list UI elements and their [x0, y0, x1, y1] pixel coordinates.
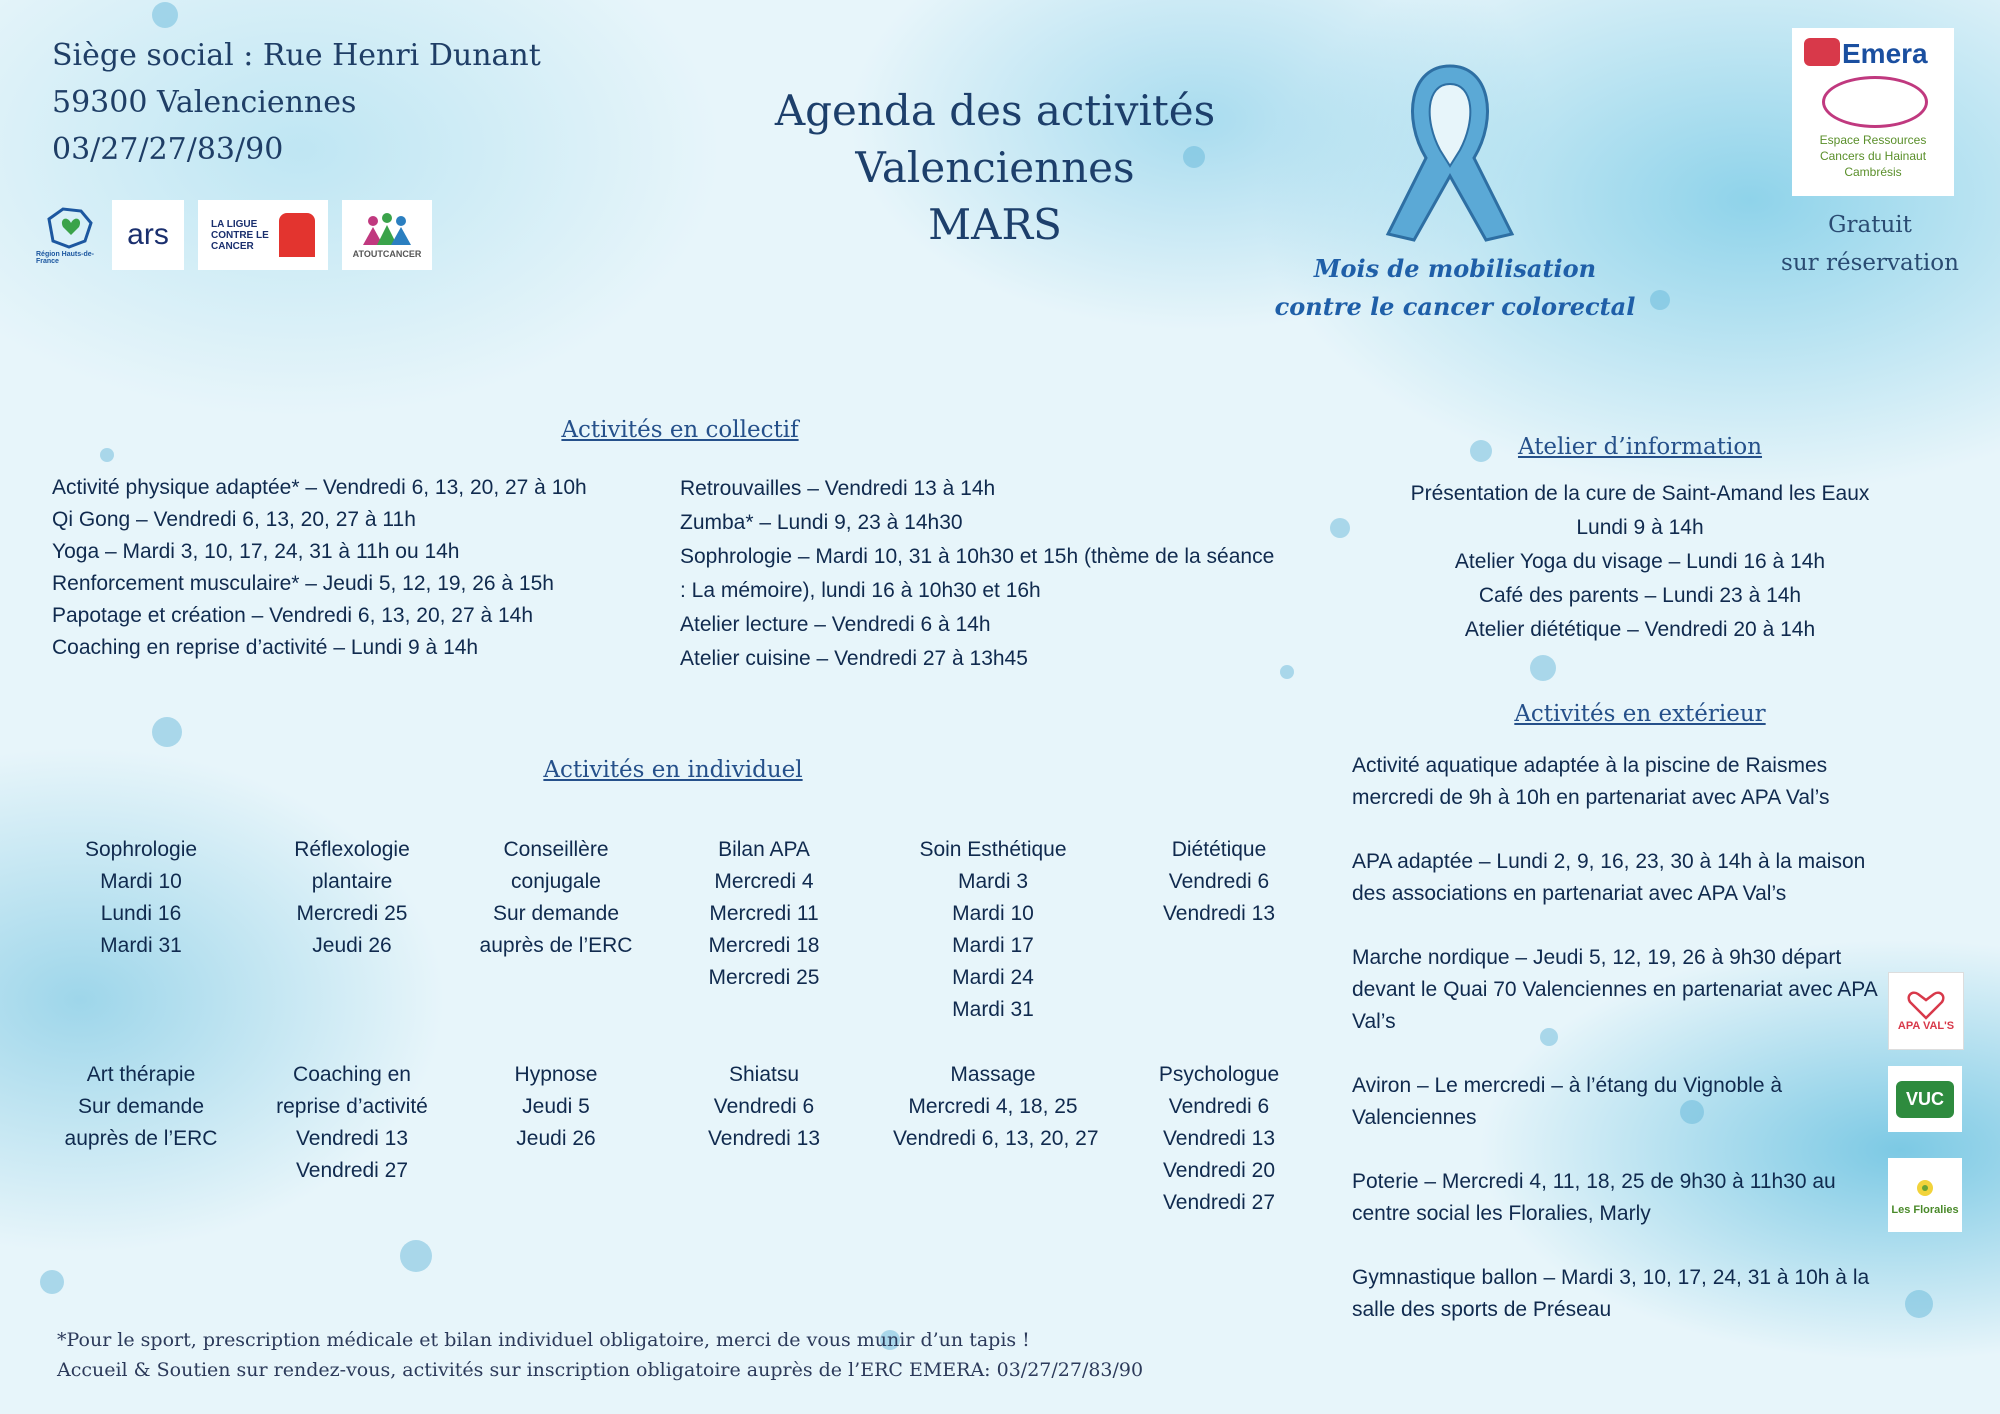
region-label: Région Hauts-de-France [36, 251, 94, 265]
list-item: Renforcement musculaire* – Jeudi 5, 12, 19, 26 à 15h [52, 572, 554, 595]
card-line: Vendredi 20 [1162, 1159, 1276, 1182]
card-line: Mardi 10 [952, 902, 1034, 925]
title-line-1: Agenda des activités [774, 86, 1216, 135]
collectif-column-1 [52, 472, 662, 664]
ars-label: ars [127, 218, 169, 251]
card-line: Sur demande [77, 1095, 205, 1118]
card-line: Psychologue [1158, 1063, 1280, 1086]
emera-subtitle: Espace Ressources Cancers du Hainaut Cambrésis [1819, 133, 1927, 179]
list-item: Qi Gong – Vendredi 6, 13, 20, 27 à 11h [52, 508, 416, 531]
floralies-label: Les Floralies [1891, 1204, 1959, 1216]
footer-sport-note: *Pour le sport, prescription médicale et bilan individuel obligatoire, merci de vous munir d’un tapis ! [57, 1329, 1030, 1351]
card-line: Coaching en [293, 1063, 411, 1086]
card-line: Mercredi 25 [708, 966, 820, 989]
individuel-card [893, 1059, 1099, 1155]
card-line: Mercredi 11 [709, 902, 819, 925]
address-phone: 03/27/27/83/90 [52, 132, 284, 167]
information-heading: Atelier d’information [1517, 434, 1763, 460]
individuel-card [1119, 834, 1319, 930]
vuc-logo [1888, 1066, 1962, 1132]
list-item: Retrouvailles – Vendredi 13 à 14h [680, 477, 996, 500]
list-item: Présentation de la cure de Saint-Amand les Eaux [1410, 482, 1870, 505]
free-label: Gratuit [1828, 212, 1912, 238]
card-line: Mercredi 4, 18, 25 [908, 1095, 1078, 1118]
item-text: APA adaptée – Lundi 2, 9, 16, 23, 30 à 14h à la maison des associations en partenariat avec APA Val’s [1352, 850, 1866, 905]
individuel-card [893, 834, 1093, 1026]
exterieur-heading: Activités en extérieur [1514, 701, 1766, 727]
individuel-card [41, 1059, 241, 1155]
ars-logo [112, 200, 184, 270]
card-line: Sophrologie [84, 838, 198, 861]
reservation-note [1760, 206, 1980, 282]
list-item [1352, 1166, 1898, 1230]
card-line: auprès de l’ERC [479, 934, 633, 957]
card-line: Vendredi 6 [1168, 1095, 1270, 1118]
heart-icon [1906, 990, 1946, 1020]
card-line: Jeudi 26 [312, 934, 392, 957]
card-line: Mardi 3 [957, 870, 1029, 893]
apa-vals-logo [1888, 972, 1964, 1050]
title-month: MARS [928, 200, 1062, 249]
list-item [1352, 750, 1898, 814]
reservation-label: sur réservation [1781, 250, 1959, 276]
individuel-card [664, 1059, 864, 1155]
information-list [1330, 477, 1950, 647]
footer-notes [57, 1325, 1143, 1385]
address-city: 59300 Valenciennes [52, 85, 357, 120]
list-item [1352, 846, 1898, 910]
card-line: plantaire [311, 870, 393, 893]
card-line: auprès de l’ERC [64, 1127, 218, 1150]
card-line: Mardi 10 [100, 870, 182, 893]
ligue-logo [198, 200, 328, 270]
flower-icon [1907, 1174, 1943, 1204]
floralies-logo [1888, 1158, 1962, 1232]
list-item: Yoga – Mardi 3, 10, 17, 24, 31 à 11h ou 14h [52, 540, 460, 563]
list-item: Lundi 9 à 14h [1576, 516, 1704, 539]
campaign-line-1: Mois de mobilisation [1313, 254, 1597, 283]
card-line: Mardi 24 [952, 966, 1034, 989]
address-line: Siège social : Rue Henri Dunant [52, 38, 541, 73]
card-line: Conseillère [503, 838, 609, 861]
individuel-card [456, 1059, 656, 1155]
list-item: Atelier cuisine – Vendredi 27 à 13h45 [680, 647, 1028, 670]
item-text: Poterie – Mercredi 4, 11, 18, 25 de 9h30 à 11h30 au centre social les Floralies, Marly [1352, 1170, 1836, 1225]
individuel-card [252, 1059, 452, 1187]
card-line: Vendredi 27 [1162, 1191, 1276, 1214]
collectif-heading: Activités en collectif [561, 417, 799, 443]
list-item: Atelier Yoga du visage – Lundi 16 à 14h [1454, 550, 1826, 573]
card-line: Sur demande [492, 902, 620, 925]
individuel-card [252, 834, 452, 962]
card-line: conjugale [511, 870, 601, 893]
card-line: Massage [950, 1063, 1036, 1086]
list-item: Activité physique adaptée* – Vendredi 6, 13, 20, 27 à 10h [52, 476, 587, 499]
list-item [1352, 1070, 1898, 1134]
card-line: Soin Esthétique [919, 838, 1067, 861]
region-map-icon [41, 205, 97, 251]
item-text: Marche nordique – Jeudi 5, 12, 19, 26 à 9h30 départ devant le Quai 70 Valenciennes en partenariat avec APA Val’s [1352, 946, 1877, 1033]
emera-name: Emera [1842, 38, 1928, 69]
card-line: Diététique [1171, 838, 1267, 861]
card-line: Shiatsu [728, 1063, 800, 1086]
atout-people-icon [357, 211, 417, 249]
list-item: Sophrologie – Mardi 10, 31 à 10h30 et 15h (thème de la séance : La mémoire), lundi 16 à 10h30 et 16h [680, 545, 1275, 602]
item-text: Aviron – Le mercredi – à l’étang du Vignoble à Valenciennes [1352, 1074, 1783, 1129]
card-line: Vendredi 6 [713, 1095, 815, 1118]
emera-logo [1792, 28, 1954, 196]
individuel-card [1119, 1059, 1319, 1219]
card-line: Vendredi 13 [295, 1127, 409, 1150]
individuel-card [41, 834, 241, 962]
address-block [52, 32, 541, 173]
card-line: Mardi 17 [952, 934, 1034, 957]
card-line: Hypnose [514, 1063, 598, 1086]
list-item: Zumba* – Lundi 9, 23 à 14h30 [680, 511, 963, 534]
region-logo [36, 200, 102, 270]
individuel-card [664, 834, 864, 994]
card-line: Jeudi 5 [522, 1095, 590, 1118]
footer-contact-note: Accueil & Soutien sur rendez-vous, activités sur inscription obligatoire auprès de l’ERC EMERA: 03/27/27/83/90 [57, 1359, 1144, 1381]
list-item [1352, 942, 1898, 1038]
atout-logo [342, 200, 432, 270]
campaign-text [1240, 250, 1670, 326]
card-line: Vendredi 13 [1162, 902, 1276, 925]
list-item: Atelier lecture – Vendredi 6 à 14h [680, 613, 991, 636]
card-line: Jeudi 26 [516, 1127, 596, 1150]
list-item: Papotage et création – Vendredi 6, 13, 20, 27 à 14h [52, 604, 534, 627]
awareness-ribbon-icon [1380, 58, 1520, 248]
card-line: Mercredi 4 [714, 870, 814, 893]
card-line: Mercredi 18 [708, 934, 820, 957]
card-line: Vendredi 13 [707, 1127, 821, 1150]
ligue-label: LA LIGUE CONTRE LE CANCER [211, 218, 269, 252]
card-line: Vendredi 6, 13, 20, 27 [893, 1127, 1099, 1150]
individuel-heading: Activités en individuel [543, 757, 803, 783]
list-item: Coaching en reprise d’activité – Lundi 9 à 14h [52, 636, 479, 659]
emera-ring-icon [1822, 76, 1928, 128]
campaign-line-2: contre le cancer colorectal [1274, 292, 1636, 321]
title-line-2: Valenciennes [855, 143, 1135, 192]
collectif-column-2 [680, 472, 1280, 676]
card-line: Vendredi 13 [1162, 1127, 1276, 1150]
list-item: Café des parents – Lundi 23 à 14h [1478, 584, 1802, 607]
card-line: Bilan APA [718, 838, 810, 861]
individuel-card [456, 834, 656, 962]
card-line: Réflexologie [294, 838, 410, 861]
card-line: Mardi 31 [952, 998, 1034, 1021]
card-line: reprise d’activité [276, 1095, 428, 1118]
ligue-cross-icon [279, 213, 315, 257]
exterieur-list [1352, 750, 1898, 1358]
list-item: Atelier diététique – Vendredi 20 à 14h [1464, 618, 1816, 641]
card-line: Vendredi 27 [295, 1159, 409, 1182]
card-line: Vendredi 6 [1168, 870, 1270, 893]
apa-vals-label: APA VAL'S [1897, 1020, 1955, 1032]
emera-flag-icon [1804, 38, 1840, 66]
card-line: Mardi 31 [100, 934, 182, 957]
atout-label: ATOUTCANCER [352, 249, 422, 259]
card-line: Mercredi 25 [296, 902, 408, 925]
card-line: Art thérapie [86, 1063, 196, 1086]
item-text: Gymnastique ballon – Mardi 3, 10, 17, 24, 31 à 10h à la salle des sports de Préseau [1352, 1266, 1870, 1321]
item-text: Activité aquatique adaptée à la piscine de Raismes mercredi de 9h à 10h en partenariat avec APA Val’s [1352, 754, 1830, 809]
list-item [1352, 1262, 1898, 1326]
page-title [700, 82, 1290, 253]
card-line: Lundi 16 [100, 902, 182, 925]
vuc-label: VUC [1896, 1081, 1954, 1118]
